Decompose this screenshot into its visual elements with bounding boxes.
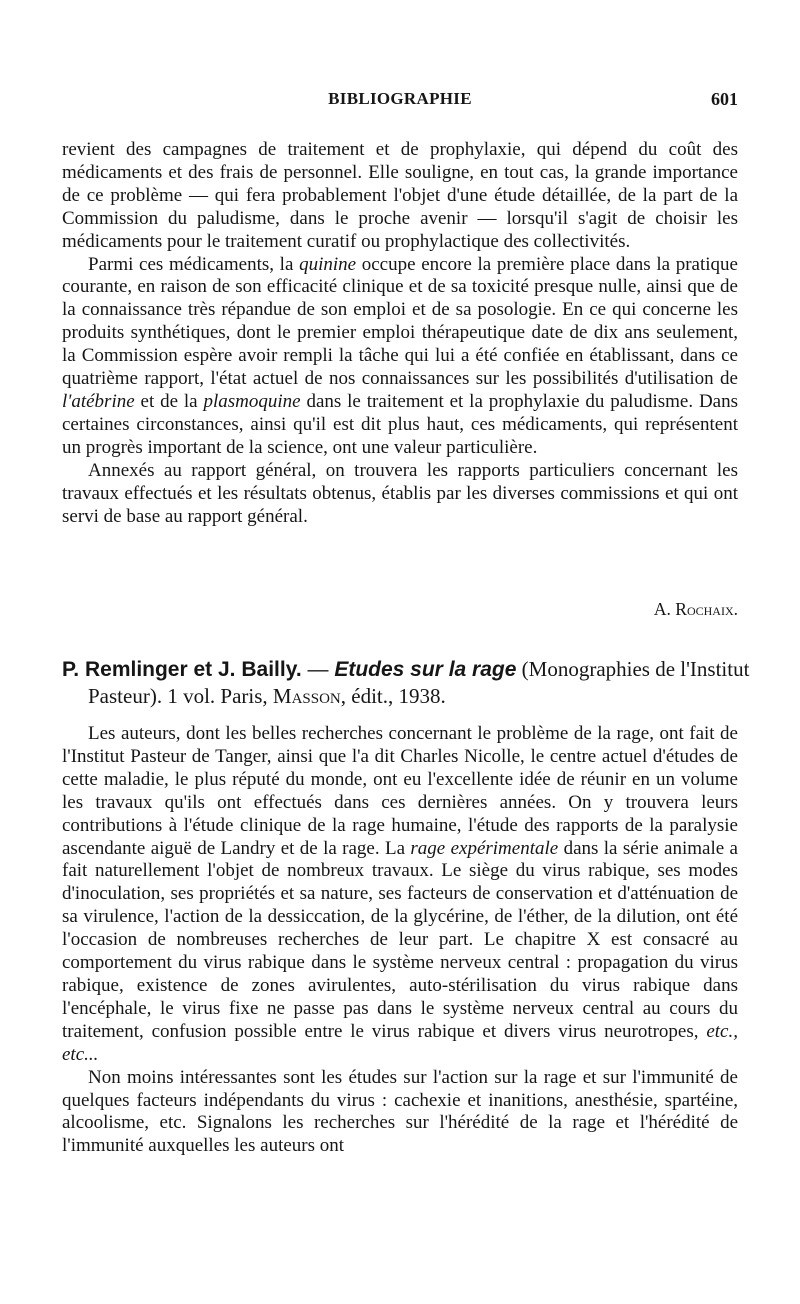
drug-name: l'atébrine xyxy=(62,390,135,412)
publisher: Masson xyxy=(272,684,341,708)
review-authors: P. Remlinger et J. Bailly. xyxy=(62,658,302,681)
review-title: Etudes sur la rage xyxy=(334,658,517,681)
previous-review-text xyxy=(62,139,738,528)
paragraph: Non moins intéressantes sont les études sur l'action sur la rage et sur l'immunité de quelques facteurs indépendants du virus : cachexie et inanitions, anesthésie, spartéine, alcoolisme, etc. Signalons les recherches sur l'hérédité de la rage et l'hérédité de l'immunité auxquelles les auteurs ont xyxy=(62,1066,738,1157)
running-title: BIBLIOGRAPHIE xyxy=(328,89,472,108)
page-number: 601 xyxy=(711,89,738,109)
review-body xyxy=(62,723,738,1158)
review-heading: P. Remlinger et J. Bailly. — Etudes sur la rage (Monographies de l'Institut Pasteur). 1 vol. Paris, Masson, édit., 1938. xyxy=(62,657,750,708)
paragraph: Annexés au rapport général, on trouvera les rapports particuliers concernant les travaux effectués et les résultats obtenus, établis par les diverses commissions et qui ont servi de base au rapport général. xyxy=(62,459,738,527)
running-header xyxy=(0,89,800,113)
paragraph: revient des campagnes de traitement et de prophylaxie, qui dépend du coût des médicaments et des frais de personnel. Elle souligne, en tout cas, la grande importance de ce problème — qui fera probablement l'objet d'une étude détaillée, de la part de la Commission du paludisme, dans le proche avenir — lorsqu'il s'agit de choisir les médicaments pour le traitement curatif ou prophylactique des collectivités. xyxy=(62,139,738,252)
paragraph: Les auteurs, dont les belles recherches concernant le problème de la rage, ont fait de l'Institut Pasteur de Tanger, ainsi que l'a dit Charles Nicolle, le centre actuel d'études de cette maladie, le plus réputé du monde, ont eu l'excellente idée de réunir en un volume les travaux qu'ils ont effectués dans ces dernières années. On y trouvera leurs contributions à l'étude clinique de la rage humaine, l'étude des rapports de la paralysie ascendante aiguë de Landry et de la rage. La rage expérimentale dans la série animale a fait naturellement l'objet de nombreux travaux. Le siège du virus rabique, ses modes d'inoculation, ses propriétés et sa nature, ses facteurs de conservation et d'atténuation de sa virulence, l'action de la dessiccation, de la glycérine, de l'éther, de la dilution, ont été l'occasion de nombreuses recherches de leur part. Le chapitre X est consacré au comportement du virus rabique dans le système nerveux central : propagation du virus rabique, existence de zones avirulentes, auto-stérilisation du virus rabique dans l'encéphale, le virus fixe ne passe pas dans le système nerveux central au cours du traitement, confusion possible entre le virus rabique et divers virus neurotropes, etc., etc... xyxy=(62,723,738,1065)
paragraph: Parmi ces médicaments, la quinine occupe encore la première place dans la pratique courante, en raison de son efficacité clinique et de sa toxicité presque nulle, ainsi que de la connaissance très répandue de son emploi et de sa posologie. En ce qui concerne les produits synthétiques, dont le premier emploi thérapeutique date de dix ans seulement, la Commission espère avoir rempli la tâche qui lui a été confiée en établissant, dans ce quatrième rapport, l'état actuel de nos connaissances sur les possibilités d'utilisation de l'atébrine et de la plasmoquine dans le traitement et la prophylaxie du paludisme. Dans certaines circonstances, ainsi qu'il est dit plus haut, ces médicaments, qui représentent un progrès important de la science, ont une valeur particulière. xyxy=(62,253,738,458)
reviewer-signature: A. Rochaix. xyxy=(653,599,738,619)
drug-name: quinine xyxy=(299,253,357,275)
drug-name: plasmoquine xyxy=(203,390,301,412)
